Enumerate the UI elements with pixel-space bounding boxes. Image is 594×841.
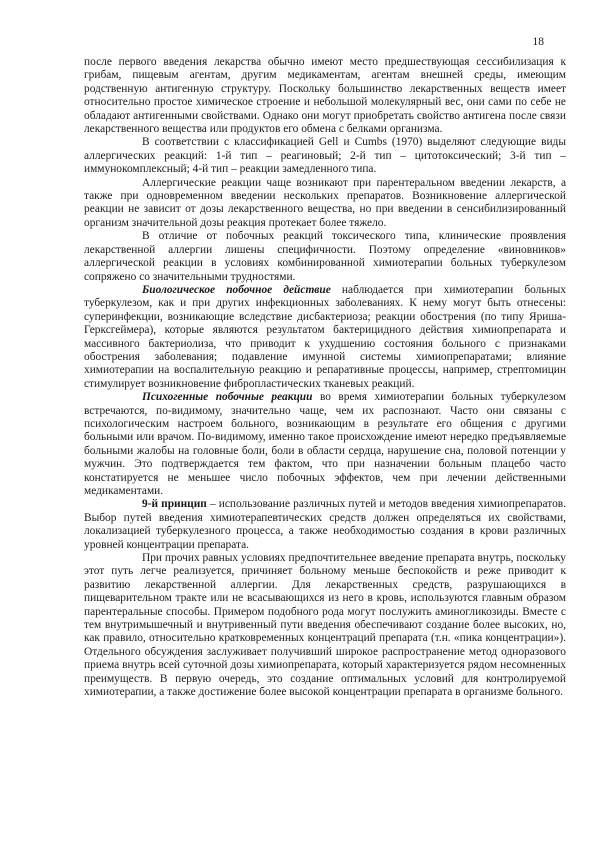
term-biological-side-effect: Биологическое побочное действие: [142, 283, 331, 296]
paragraph-biological-effect: [84, 284, 566, 391]
term-principle-9: 9-й принцип: [142, 498, 207, 511]
paragraph-text: В отличие от побочных реакций токсического типа, клинические проявления лекарственной аллергии лишены специфичности. Поэтому определение «виновников» аллергической реакции в условиях комбинированной химиотерапии больных туберкулезом сопряжено со значительными трудностями.: [84, 230, 566, 283]
paragraph-text: во время химиотерапии больных туберкулезом встречаются, по-видимому, значительно чаще, чем их распознают. Часто они связаны с психологическим настроем больного, возникающим в результате его общения с другими больными или врачом. По-видимому, именно такое происхождение имеют нередко предъявляемые больными жалобы на головные боли, боли в области сердца, нарушение сна, половой потенции у мужчин. Это подтверждается тем фактом, что при назначении больным плацебо часто констатируется не меньшее число побочных эффектов, чем при лечении действенными медикаментами.: [84, 391, 566, 497]
paragraph-text: после первого введения лекарства обычно имеют место предшествующая сессибилизация к грибам, пищевым агентам, другим медикаментам, агентам внешней среды, имеющим родственную антигенную структуру. Поскольку большинство лекарственных веществ имеет относительно простое химическое строение и небольшой молекулярный вес, они сами по себе не обладают антигенными свойствами. Однако они могут приобретать свойство антигена после связи лекарственного вещества или продуктов его обмена с белками организма.: [84, 56, 566, 136]
paragraph-text: Аллергические реакции чаще возникают при парентеральном введении лекарств, а также при одновременном введении нескольких препаратов. Возникновение аллергической реакции не зависит от дозы лекарственного вещества, но при введении в сенсибилизированный организм значительной дозы реакция протекает более тяжело.: [84, 176, 566, 229]
paragraph-text: наблюдается при химиотерапии больных туберкулезом, как и при других инфекционных заболеваниях. К нему могут быть отнесены: суперинфекции, возникающие вследствие дисбактериоза; реакции обострения (по типу Яриша-Герксгеймера), которые являются результатом бактерицидного действия химиопрепарата и массивного бактериолиза, что приводит к ухудшению состояния больного с признаками обострения заболевания; подавление имунной системы химиопрепаратами; влияние химиотерапии на воспалительную реакцию и репаративные процессы, например, стрептомицин стимулирует возникновение фибропластических тканевых реакций.: [84, 283, 566, 390]
paragraph-classification: [84, 136, 566, 176]
paragraph-text: – использование различных путей и методов введения химиопрепаратов. Выбор путей введения химиотерапевтических средств должен определяться их свойствами, локализацией туберкулезного процесса, а также необходимостью создания в крови различных уровней концентрации препарата.: [84, 498, 566, 551]
paragraph-psychogenic-reactions: [84, 391, 566, 498]
paragraph-text: В соответствии с классификацией Gell и Cumbs (1970) выделяют следующие виды аллергических реакций: 1-й тип – реагиновый; 2-й тип – цитотоксический; 3-й тип – иммунокомплексный; 4-й тип – реакции замедленного типа.: [84, 136, 566, 176]
page-number: 18: [532, 36, 544, 48]
paragraph-allergic-reactions: [84, 177, 566, 231]
paragraph-clinical-manifestations: [84, 230, 566, 284]
paragraph-administration-routes: [84, 552, 566, 699]
paragraph-continuation: [84, 56, 566, 136]
paragraph-principle-9: [84, 498, 566, 552]
page-body: [84, 56, 566, 700]
paragraph-text: При прочих равных условиях предпочтительнее введение препарата внутрь, поскольку этот путь легче реализуется, причиняет больному меньше беспокойств и реже приводит к развитию лекарственной аллергии. Для лекарственных средств, разрушающихся в пищеварительном тракте или не всасывающихся из него в кровь, используются главным образом парентеральные способы. Примером подобного рода могут послужить аминогликозиды. Вместе с тем внутримышечный и внутривенный пути введения обеспечивают создание более высоких, но, как правило, относительно кратковременных концентраций препарата (т.н. «пика концентрации»). Отдельного обсуждения заслуживает получивший широкое распространение метод одноразового приема внутрь всей суточной дозы химиопрепарата, который характеризуется рядом несомненных преимуществ. В первую очередь, это создание оптимальных условий для контролируемой химиотерапии, а также достижение более высокой концентрации препарата в организме больного.: [84, 552, 566, 699]
term-psychogenic-reactions: Психогенные побочные реакции: [142, 391, 313, 404]
